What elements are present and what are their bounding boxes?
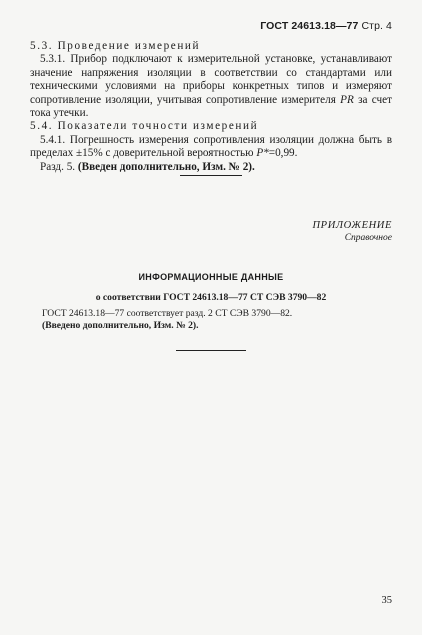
razd-note: (Введен дополнительно, Изм. № 2). <box>77 160 255 173</box>
appendix-title: ПРИЛОЖЕНИЕ <box>312 220 392 231</box>
standard-code: ГОСТ 24613.18—77 <box>260 20 359 32</box>
paragraph-5-3-1 <box>30 53 392 120</box>
paragraph-5-4-1 <box>30 134 392 161</box>
appendix-subtitle: Справочное <box>344 233 392 243</box>
appendix-block <box>313 219 393 245</box>
section-5-3-title: 5.3. Проведение измерений <box>30 40 201 52</box>
page-label: Стр. 4 <box>361 20 392 32</box>
info-title: ИНФОРМАЦИОННЫЕ ДАННЫЕ <box>138 272 284 282</box>
probability-value: =0,99. <box>268 147 298 160</box>
end-divider <box>176 350 246 351</box>
paragraph-5-3-1-text: 5.3.1. Прибор подключают к измерительной установке, устанавливают значение напряжения изоляции в соответствии со стандартами или техническими условиями на приборы конкретных типов и измеряют сопротивление изоляции, учитывая сопротивление измерителя <box>30 53 392 106</box>
info-line-1: ГОСТ 24613.18—77 соответствует разд. 2 СТ СЭВ 3790—82. <box>42 308 293 319</box>
main-text <box>30 40 392 174</box>
razd-prefix: Разд. 5. <box>40 160 76 173</box>
info-body <box>30 308 392 331</box>
razd-note-line <box>30 161 392 174</box>
variable-pr: PR <box>340 93 354 106</box>
info-subtitle: о соответствии ГОСТ 24613.18—77 СТ СЭВ 3790—82 <box>95 292 327 303</box>
paragraph-5-4-1-text: 5.4.1. Погрешность измерения сопротивления изоляции должна быть в пределах ±15% с доверительной вероятностью <box>30 133 392 160</box>
page-header <box>260 20 392 32</box>
variable-p-star: P* <box>256 147 269 160</box>
paragraph-5-3-1-tail: за счет тока утечки. <box>30 93 393 120</box>
section-divider <box>180 175 242 176</box>
page-number: 35 <box>381 595 392 606</box>
section-5-4-title: 5.4. Показатели точности измерений <box>30 120 259 133</box>
info-line-2: (Введено дополнительно, Изм. № 2). <box>42 319 199 331</box>
